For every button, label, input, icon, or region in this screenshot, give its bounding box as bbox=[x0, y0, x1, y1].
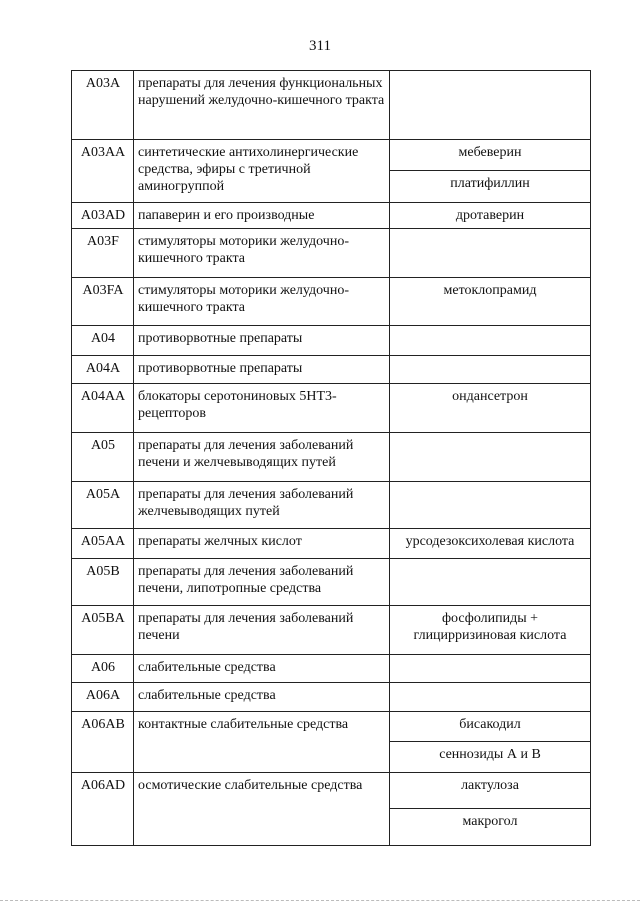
atc-code-cell: A04A bbox=[72, 356, 134, 384]
table-row bbox=[72, 683, 591, 712]
group-description-cell: папаверин и его производные bbox=[134, 203, 390, 229]
table-row bbox=[72, 655, 591, 683]
group-description-cell: слабительные средства bbox=[134, 655, 390, 683]
drug-names-cell bbox=[390, 326, 591, 356]
drug-names-cell bbox=[390, 71, 591, 140]
atc-code-cell: A06 bbox=[72, 655, 134, 683]
group-description-cell: препараты для лечения функциональных нарушений желудочно-кишечного тракта bbox=[134, 71, 390, 140]
atc-code-cell: A05B bbox=[72, 559, 134, 606]
drug-name bbox=[390, 71, 590, 139]
drug-names-cell bbox=[390, 606, 591, 655]
atc-code-cell: A04AA bbox=[72, 384, 134, 433]
group-description-cell: препараты желчных кислот bbox=[134, 529, 390, 559]
group-description-cell: блокаторы серотониновых 5HT3-рецепторов bbox=[134, 384, 390, 433]
drug-name: урсодезоксихолевая кислота bbox=[405, 534, 575, 549]
drug-list bbox=[390, 559, 590, 605]
drug-list bbox=[390, 712, 590, 772]
drug-names-cell bbox=[390, 229, 591, 278]
group-description-cell: противорвотные препараты bbox=[134, 326, 390, 356]
drug-name bbox=[390, 326, 590, 355]
group-description-cell: синтетические антихолинергические средства, эфиры с третичной аминогруппой bbox=[134, 140, 390, 203]
drug-name: метоклопрамид bbox=[443, 283, 537, 298]
group-description-cell: слабительные средства bbox=[134, 683, 390, 712]
atc-code-cell: A03A bbox=[72, 71, 134, 140]
group-description-cell: противорвотные препараты bbox=[134, 356, 390, 384]
drug-names-cell bbox=[390, 278, 591, 326]
atc-drug-table bbox=[71, 70, 591, 846]
drug-list bbox=[390, 229, 590, 277]
atc-code-cell: A06AD bbox=[72, 773, 134, 846]
drug-name: бисакодил bbox=[390, 712, 590, 742]
table-row bbox=[72, 326, 591, 356]
atc-code-cell: A04 bbox=[72, 326, 134, 356]
drug-name bbox=[390, 559, 590, 605]
atc-code-cell: A06A bbox=[72, 683, 134, 712]
drug-names-cell bbox=[390, 203, 591, 229]
drug-list bbox=[390, 655, 590, 682]
atc-code-cell: A03F bbox=[72, 229, 134, 278]
table-row bbox=[72, 529, 591, 559]
drug-name bbox=[390, 229, 590, 277]
drug-name: лактулоза bbox=[390, 773, 590, 809]
drug-list bbox=[390, 71, 590, 139]
drug-name: макрогол bbox=[462, 814, 518, 829]
atc-code-cell: A03AD bbox=[72, 203, 134, 229]
table-row bbox=[72, 203, 591, 229]
group-description-cell: осмотические слабительные средства bbox=[134, 773, 390, 846]
drug-list bbox=[390, 384, 590, 432]
drug-name: сеннозиды А и В bbox=[439, 747, 541, 762]
atc-code-cell: A03AA bbox=[72, 140, 134, 203]
drug-name bbox=[390, 683, 590, 711]
drug-list bbox=[390, 482, 590, 528]
drug-names-cell bbox=[390, 712, 591, 773]
drug-name bbox=[390, 433, 590, 481]
drug-list bbox=[390, 606, 590, 654]
drug-name: фосфолипиды + глицирризиновая кислота bbox=[413, 611, 567, 643]
drug-names-cell bbox=[390, 384, 591, 433]
atc-code-cell: A03FA bbox=[72, 278, 134, 326]
page-bottom-rule bbox=[0, 900, 640, 901]
drug-list bbox=[390, 683, 590, 711]
group-description-cell: препараты для лечения заболеваний желчевыводящих путей bbox=[134, 482, 390, 529]
drug-name: мебеверин bbox=[390, 140, 590, 171]
table-row bbox=[72, 606, 591, 655]
drug-names-cell bbox=[390, 140, 591, 203]
drug-names-cell bbox=[390, 683, 591, 712]
drug-names-cell bbox=[390, 356, 591, 384]
drug-names-cell bbox=[390, 529, 591, 559]
atc-code-cell: A05BA bbox=[72, 606, 134, 655]
drug-list bbox=[390, 203, 590, 228]
table-row bbox=[72, 559, 591, 606]
drug-name bbox=[390, 356, 590, 383]
page-number: 311 bbox=[309, 38, 331, 54]
table-row bbox=[72, 140, 591, 203]
group-description-cell: контактные слабительные средства bbox=[134, 712, 390, 773]
drug-name bbox=[390, 482, 590, 528]
atc-code-cell: A05A bbox=[72, 482, 134, 529]
table-row bbox=[72, 384, 591, 433]
drug-names-cell bbox=[390, 482, 591, 529]
table-row bbox=[72, 482, 591, 529]
table-row bbox=[72, 356, 591, 384]
drug-name: ондансетрон bbox=[452, 389, 528, 404]
atc-code-cell: A05 bbox=[72, 433, 134, 482]
group-description-cell: препараты для лечения заболеваний печени bbox=[134, 606, 390, 655]
table-row bbox=[72, 433, 591, 482]
drug-name bbox=[390, 655, 590, 682]
drug-name: дротаверин bbox=[455, 208, 525, 223]
drug-list bbox=[390, 433, 590, 481]
group-description-cell: стимуляторы моторики желудочно-кишечного тракта bbox=[134, 229, 390, 278]
table-row bbox=[72, 773, 591, 846]
drug-names-cell bbox=[390, 773, 591, 846]
drug-name: платифиллин bbox=[450, 176, 530, 191]
group-description-cell: препараты для лечения заболеваний печени, липотропные средства bbox=[134, 559, 390, 606]
drug-list bbox=[390, 140, 590, 202]
drug-names-cell bbox=[390, 655, 591, 683]
table-row bbox=[72, 71, 591, 140]
drug-list bbox=[390, 773, 590, 845]
table-row bbox=[72, 712, 591, 773]
table-row bbox=[72, 229, 591, 278]
drug-names-cell bbox=[390, 433, 591, 482]
atc-code-cell: A05AA bbox=[72, 529, 134, 559]
atc-code-cell: A06AB bbox=[72, 712, 134, 773]
drug-list bbox=[390, 278, 590, 325]
drug-list bbox=[390, 356, 590, 383]
table-body bbox=[72, 71, 591, 846]
group-description-cell: стимуляторы моторики желудочно-кишечного тракта bbox=[134, 278, 390, 326]
drug-names-cell bbox=[390, 559, 591, 606]
group-description-cell: препараты для лечения заболеваний печени и желчевыводящих путей bbox=[134, 433, 390, 482]
drug-list bbox=[390, 326, 590, 355]
drug-list bbox=[390, 529, 590, 558]
table-row bbox=[72, 278, 591, 326]
